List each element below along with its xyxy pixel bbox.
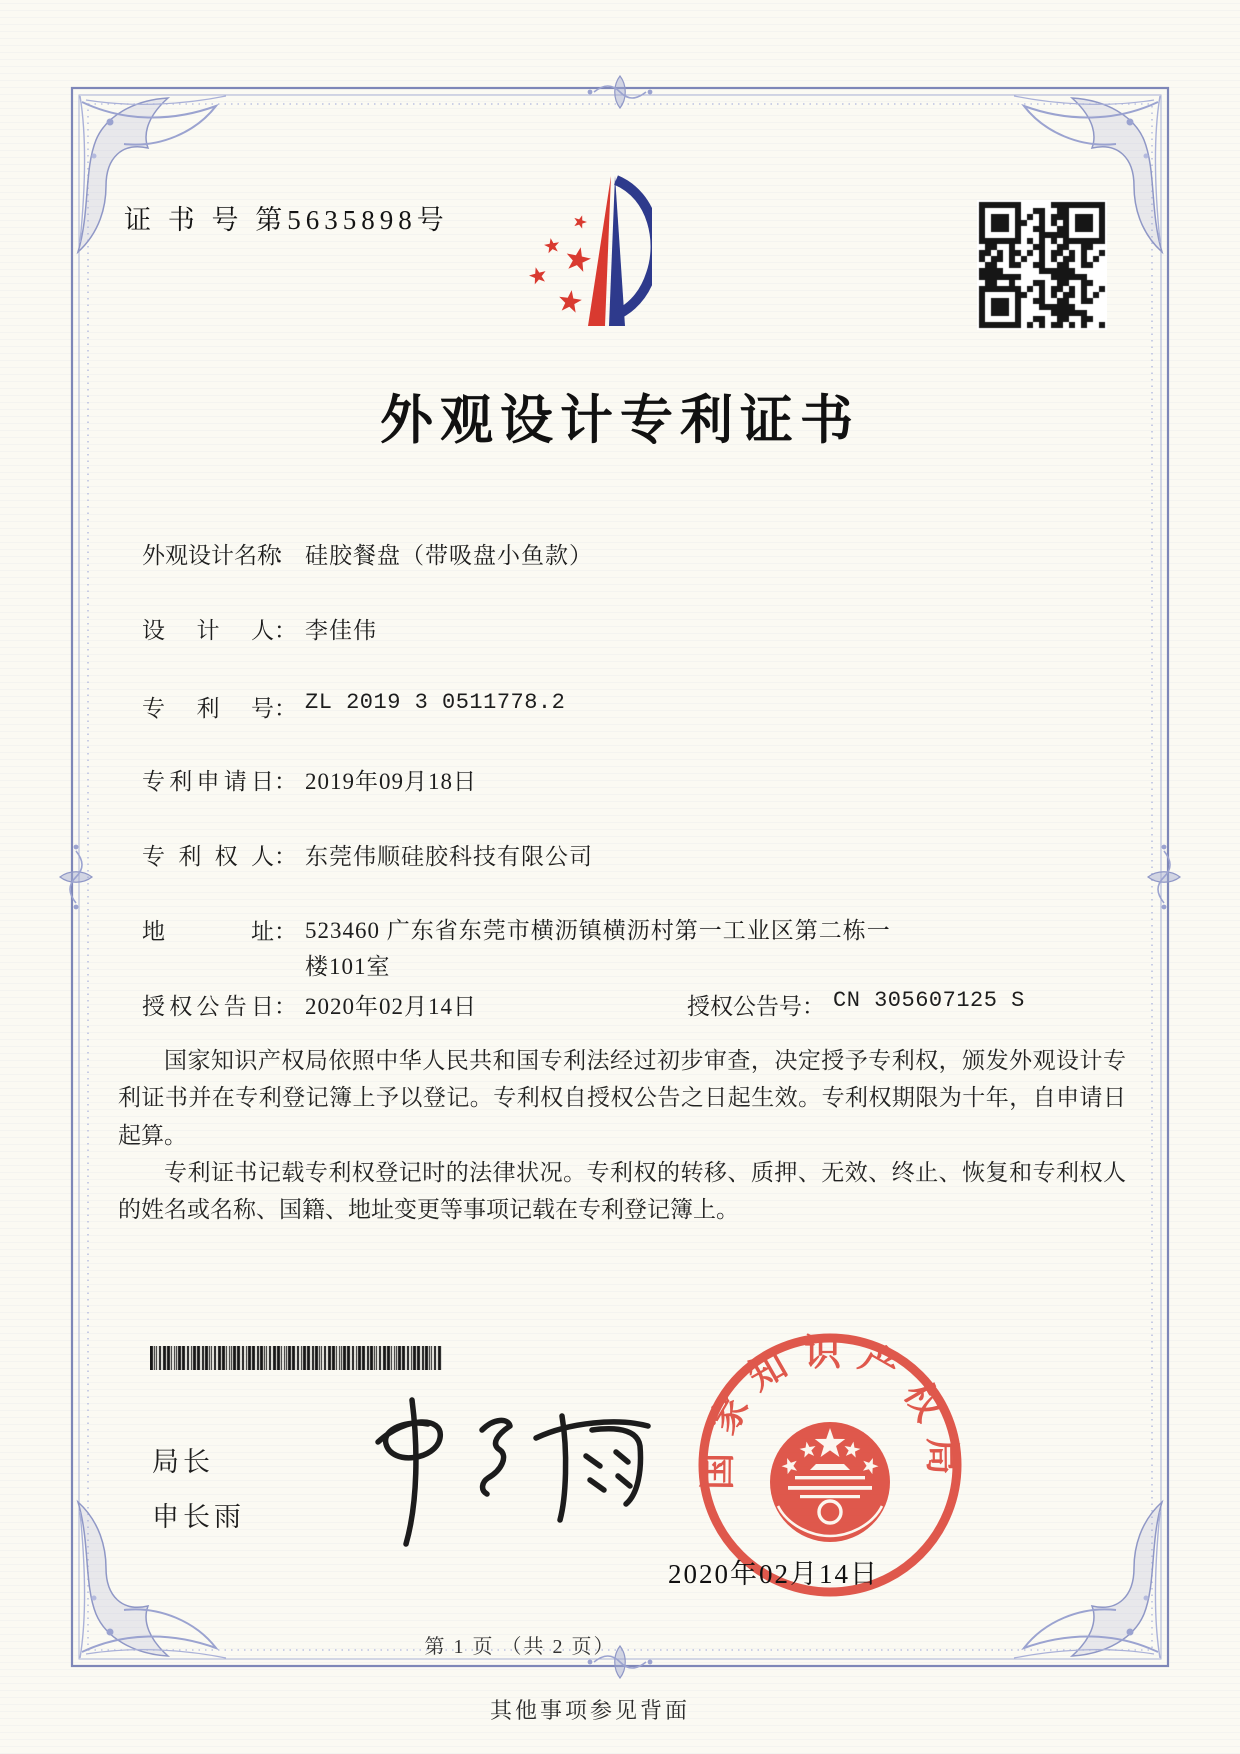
back-side-note: 其他事项参见背面: [489, 1698, 690, 1723]
signer-title: 局长: [152, 1447, 214, 1477]
signer-block: [152, 1440, 245, 1550]
field-label: 授权公告号: [687, 994, 802, 1019]
legal-text: [118, 1042, 1126, 1228]
field-filing-date: [142, 763, 477, 796]
colon: ：: [274, 769, 297, 794]
colon: ：: [274, 844, 297, 869]
field-value: 523460 广东省东莞市横沥镇横沥村第一工业区第二栋一楼101室: [305, 918, 891, 979]
field-label: 专利号: [142, 696, 274, 721]
colon: ：: [274, 618, 297, 643]
qr-code: [977, 200, 1107, 330]
colon: ：: [274, 919, 297, 944]
logo-stars: [527, 213, 592, 313]
colon: ：: [274, 994, 297, 1019]
seal-ring-text-node: 国家知识产权局: [697, 1332, 963, 1491]
barcode: [150, 1346, 442, 1370]
field-value: 2020年02月14日: [305, 994, 477, 1019]
certificate-title: 外观设计专利证书: [380, 392, 860, 450]
seal-date: 2020年02月14日: [668, 1559, 879, 1589]
field-address: [142, 913, 905, 984]
field-label: 专利申请日: [142, 769, 274, 794]
field-value: 李佳伟: [305, 618, 377, 643]
field-value: 硅胶餐盘（带吸盘小鱼款）: [305, 543, 593, 568]
national-emblem-icon: [770, 1422, 890, 1542]
field-label: 专利权人: [142, 844, 274, 869]
field-value: CN 305607125 S: [833, 988, 1025, 1013]
field-label: 设计人: [142, 618, 274, 643]
colon: ：: [274, 543, 297, 568]
patent-office-logo: [462, 158, 652, 330]
logo-red-wedge: [588, 176, 611, 326]
field-patentee: [142, 838, 593, 871]
field-value: 东莞伟顺硅胶科技有限公司: [305, 844, 593, 869]
logo-blue-wedge: [609, 176, 625, 326]
field-value: 2019年09月18日: [305, 769, 477, 794]
legal-paragraph-1: 国家知识产权局依照中华人民共和国专利法经过初步审查，决定授予专利权，颁发外观设计专利证书并在专利登记簿上予以登记。专利权自授权公告之日起生效。专利权期限为十年，自申请日起算。: [118, 1048, 1126, 1148]
field-grant-no: [687, 988, 1025, 1021]
handwritten-signature: [340, 1382, 660, 1552]
page-number: 第 1 页 （共 2 页）: [424, 1636, 616, 1658]
field-label: 地址: [142, 919, 274, 944]
field-label: 外观设计名称: [142, 543, 280, 568]
field-value: ZL 2019 3 0511778.2: [305, 690, 566, 715]
colon: ：: [802, 994, 825, 1019]
field-label: 授权公告日: [142, 994, 274, 1019]
signer-name: 申长雨: [152, 1502, 245, 1532]
field-grant-date: [142, 988, 1122, 1021]
field-designer: [142, 612, 377, 645]
colon: ：: [274, 696, 297, 721]
certificate-number: 证 书 号 第5635898号: [124, 205, 449, 235]
field-design-name: [142, 537, 593, 570]
legal-paragraph-2: 专利证书记载专利权登记时的法律状况。专利权的转移、质押、无效、终止、恢复和专利权人的姓名或名称、国籍、地址变更等事项记载在专利登记簿上。: [118, 1159, 1126, 1222]
field-patent-no: [142, 690, 565, 723]
